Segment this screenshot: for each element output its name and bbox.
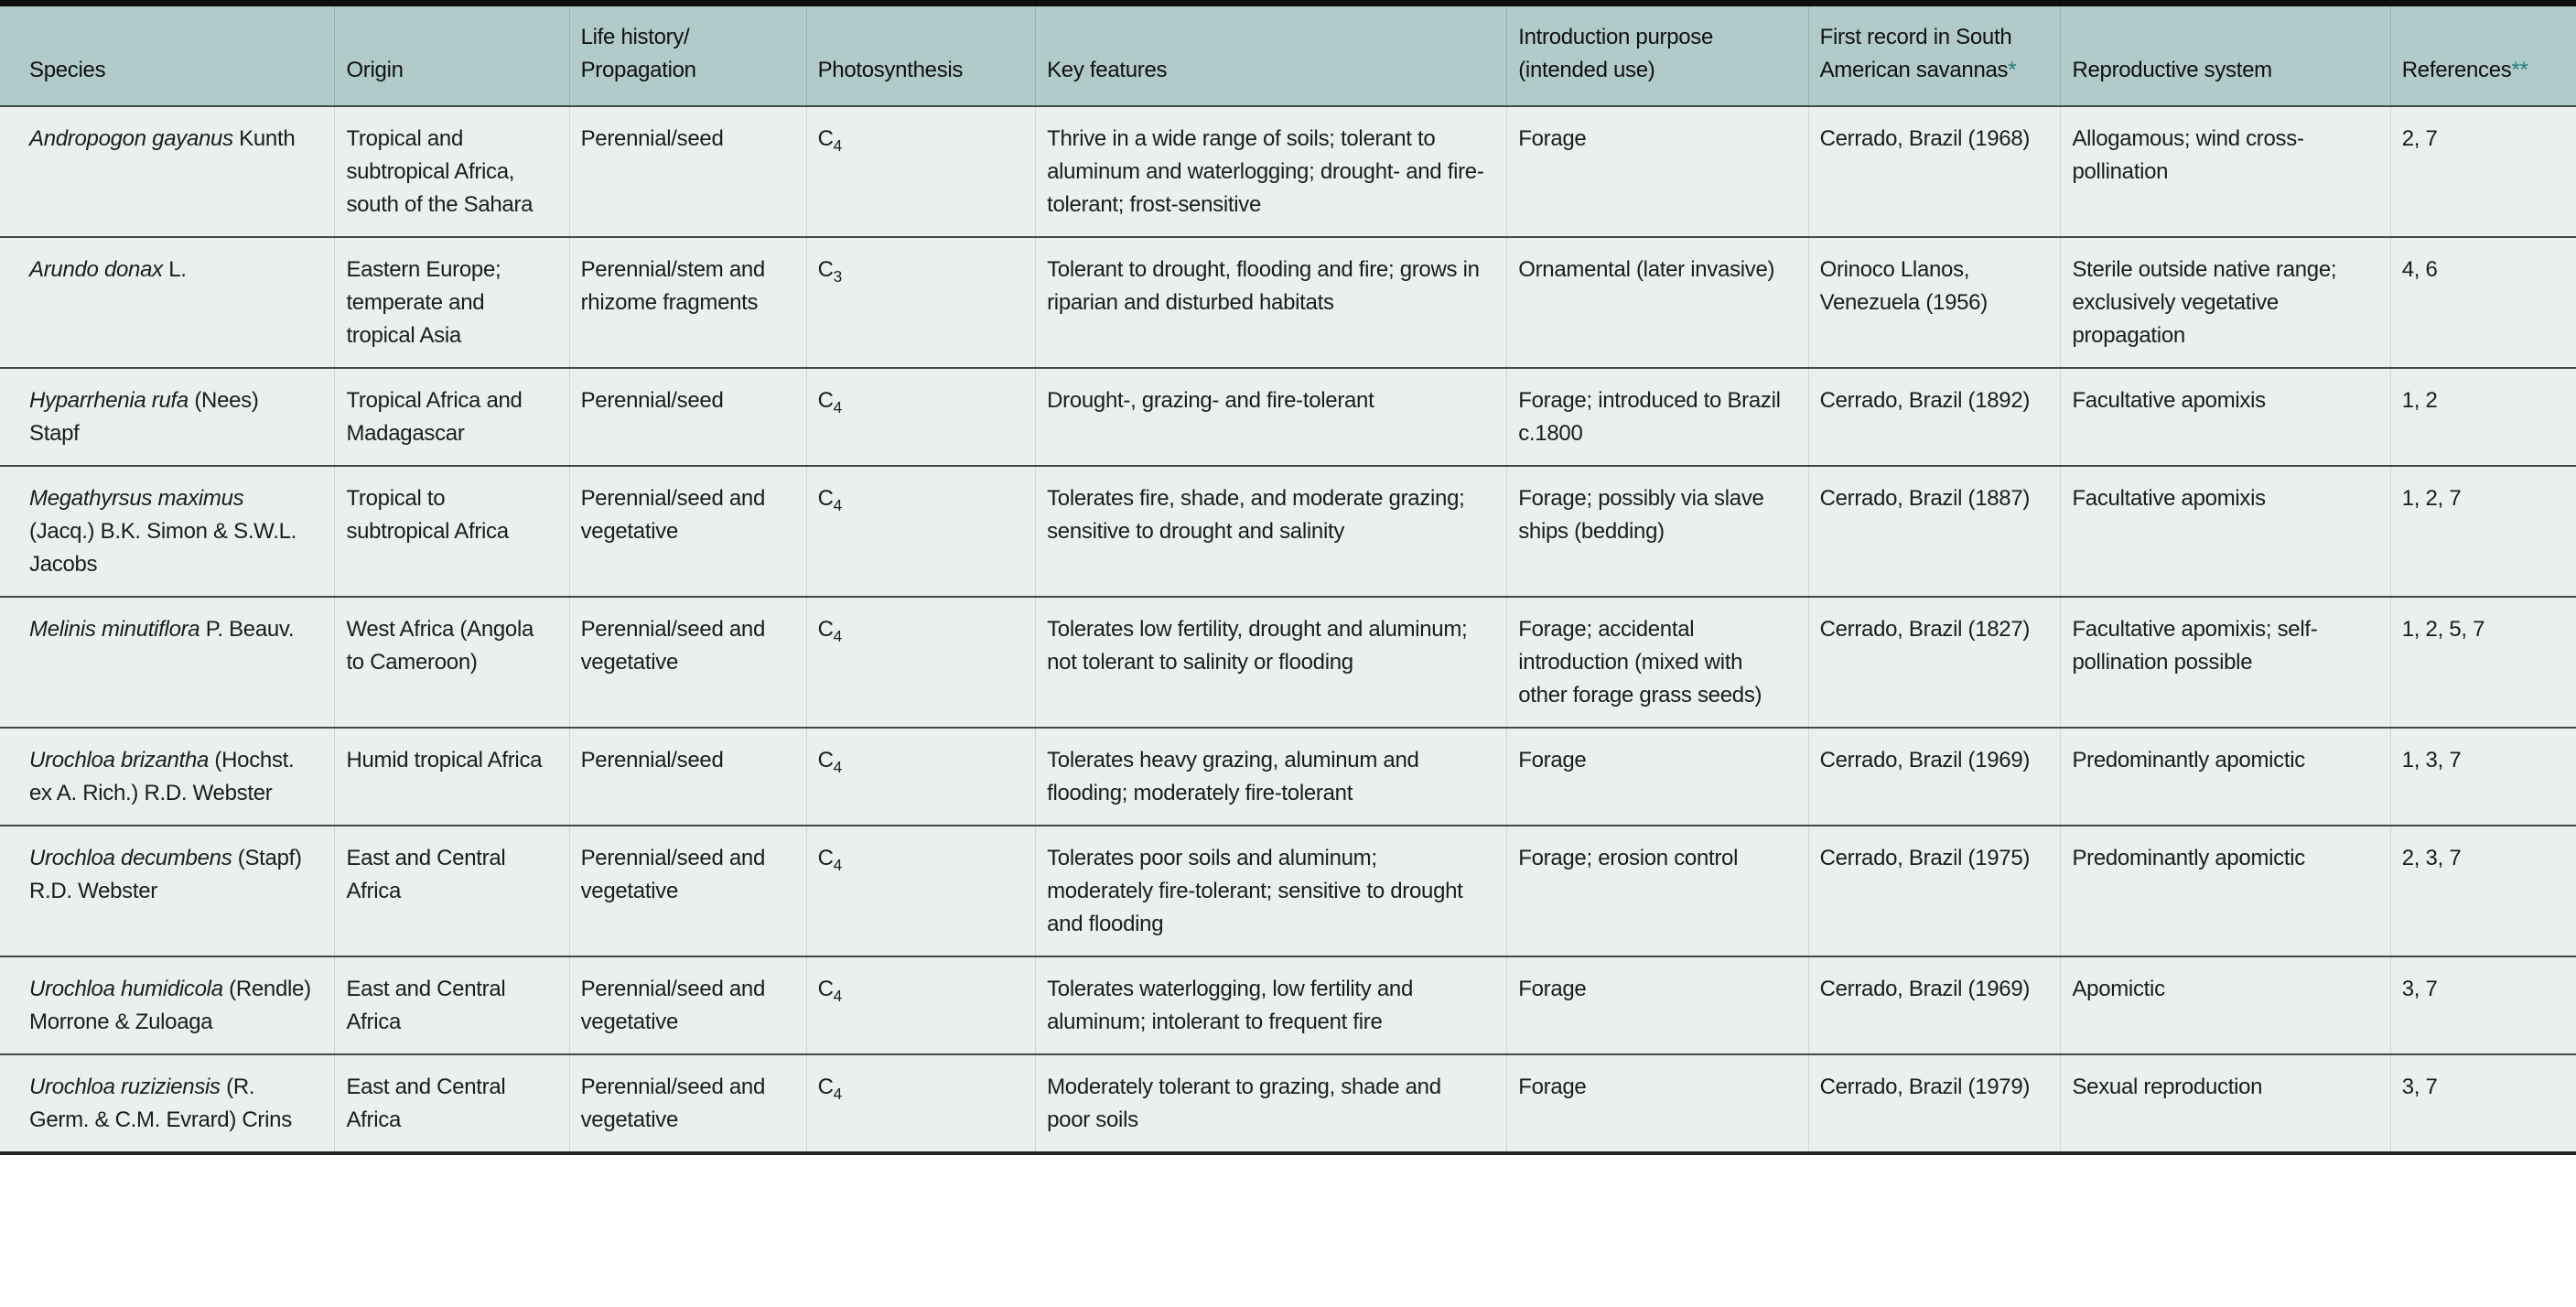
- col-header-life-history: [569, 4, 806, 107]
- table-row: [0, 597, 2576, 728]
- species-binomial: Melinis minutiflora: [29, 617, 200, 642]
- first-record-asterisk: *: [2008, 58, 2017, 82]
- species-authority: (Hochst. ex A. Rich.) R.D. Webster: [29, 748, 295, 805]
- cell-key-features: Tolerates waterlogging, low fertility and aluminum; intolerant to frequent fire: [1036, 956, 1507, 1054]
- cell-species: [0, 106, 335, 237]
- col-header-species-label: Species: [29, 58, 106, 82]
- cell-key-features: Tolerates heavy grazing, aluminum and flooding; moderately fire-tolerant: [1036, 728, 1507, 826]
- cell-species: [0, 466, 335, 597]
- species-binomial: Urochloa ruziziensis: [29, 1075, 221, 1099]
- table-row: [0, 237, 2576, 368]
- cell-reproductive-system: Sterile outside native range; exclusively vegetative propagation: [2061, 237, 2390, 368]
- col-header-key-features: [1036, 4, 1507, 107]
- photosynthesis-type: C: [817, 617, 834, 642]
- photosynthesis-subscript: 4: [833, 1084, 842, 1103]
- species-authority: P. Beauv.: [205, 617, 295, 642]
- cell-origin: East and Central Africa: [335, 956, 569, 1054]
- cell-life-history: Perennial/seed and vegetative: [569, 597, 806, 728]
- species-authority: Kunth: [239, 126, 296, 151]
- photosynthesis-subscript: 4: [833, 626, 842, 645]
- cell-photosynthesis: [806, 1054, 1036, 1153]
- species-authority: (R. Germ. & C.M. Evrard) Crins: [29, 1075, 292, 1132]
- col-header-reproductive-system-label: Reproductive system: [2072, 58, 2272, 82]
- cell-introduction-purpose: Forage; accidental introduction (mixed with other forage grass seeds): [1507, 597, 1808, 728]
- cell-references: 1, 3, 7: [2390, 728, 2576, 826]
- species-binomial: Hyparrhenia rufa: [29, 388, 189, 413]
- cell-photosynthesis: [806, 956, 1036, 1054]
- col-header-references: [2390, 4, 2576, 107]
- cell-references: 1, 2, 7: [2390, 466, 2576, 597]
- species-authority: (Nees) Stapf: [29, 388, 259, 446]
- table-row: [0, 1054, 2576, 1153]
- table-row: [0, 826, 2576, 956]
- cell-origin: Humid tropical Africa: [335, 728, 569, 826]
- cell-key-features: Thrive in a wide range of soils; tolerant to aluminum and waterlogging; drought- and fire-tolerant; frost-sensitive: [1036, 106, 1507, 237]
- cell-key-features: Drought-, grazing- and fire-tolerant: [1036, 368, 1507, 466]
- references-asterisk: **: [2511, 58, 2528, 82]
- cell-life-history: Perennial/seed and vegetative: [569, 956, 806, 1054]
- species-authority: (Stapf) R.D. Webster: [29, 846, 302, 903]
- photosynthesis-subscript: 4: [833, 855, 842, 874]
- cell-origin: West Africa (Angola to Cameroon): [335, 597, 569, 728]
- col-header-references-label: References: [2401, 58, 2512, 82]
- cell-life-history: Perennial/seed: [569, 368, 806, 466]
- photosynthesis-type: C: [817, 977, 834, 1001]
- cell-origin: Tropical and subtropical Africa, south of the Sahara: [335, 106, 569, 237]
- cell-species: [0, 956, 335, 1054]
- col-header-first-record-label: First record in South American savannas: [1819, 25, 2012, 82]
- cell-origin: Eastern Europe; temperate and tropical Asia: [335, 237, 569, 368]
- table-row: [0, 956, 2576, 1054]
- cell-life-history: Perennial/seed and vegetative: [569, 826, 806, 956]
- photosynthesis-subscript: 4: [833, 135, 842, 155]
- cell-first-record: Cerrado, Brazil (1979): [1808, 1054, 2061, 1153]
- col-header-origin: [335, 4, 569, 107]
- cell-species: [0, 597, 335, 728]
- col-header-origin-label: Origin: [346, 58, 404, 82]
- table-row: [0, 466, 2576, 597]
- cell-first-record: Cerrado, Brazil (1968): [1808, 106, 2061, 237]
- cell-photosynthesis: [806, 466, 1036, 597]
- table-row: [0, 728, 2576, 826]
- cell-first-record: Cerrado, Brazil (1969): [1808, 956, 2061, 1054]
- species-binomial: Urochloa humidicola: [29, 977, 223, 1001]
- cell-first-record: Cerrado, Brazil (1892): [1808, 368, 2061, 466]
- table-body: [0, 106, 2576, 1153]
- cell-life-history: Perennial/seed: [569, 106, 806, 237]
- col-header-introduction-purpose: [1507, 4, 1808, 107]
- photosynthesis-type: C: [817, 748, 834, 772]
- photosynthesis-subscript: 4: [833, 495, 842, 514]
- cell-origin: Tropical Africa and Madagascar: [335, 368, 569, 466]
- cell-life-history: Perennial/stem and rhizome fragments: [569, 237, 806, 368]
- cell-photosynthesis: [806, 826, 1036, 956]
- col-header-first-record: [1808, 4, 2061, 107]
- cell-origin: Tropical to subtropical Africa: [335, 466, 569, 597]
- cell-species: [0, 826, 335, 956]
- species-binomial: Urochloa brizantha: [29, 748, 210, 772]
- cell-photosynthesis: [806, 368, 1036, 466]
- col-header-introduction-purpose-label: Introduction purpose (intended use): [1518, 25, 1714, 82]
- cell-first-record: Orinoco Llanos, Venezuela (1956): [1808, 237, 2061, 368]
- cell-species: [0, 1054, 335, 1153]
- cell-reproductive-system: Sexual reproduction: [2061, 1054, 2390, 1153]
- species-binomial: Megathyrsus maximus: [29, 486, 244, 511]
- photosynthesis-type: C: [817, 846, 834, 870]
- col-header-reproductive-system: [2061, 4, 2390, 107]
- cell-introduction-purpose: Forage; possibly via slave ships (bedding): [1507, 466, 1808, 597]
- cell-introduction-purpose: Forage: [1507, 956, 1808, 1054]
- cell-life-history: Perennial/seed and vegetative: [569, 466, 806, 597]
- photosynthesis-subscript: 4: [833, 986, 842, 1005]
- species-binomial: Urochloa decumbens: [29, 846, 232, 870]
- photosynthesis-subscript: 4: [833, 397, 842, 416]
- cell-key-features: Tolerates fire, shade, and moderate grazing; sensitive to drought and salinity: [1036, 466, 1507, 597]
- cell-photosynthesis: [806, 597, 1036, 728]
- cell-references: 1, 2, 5, 7: [2390, 597, 2576, 728]
- cell-reproductive-system: Facultative apomixis: [2061, 368, 2390, 466]
- cell-introduction-purpose: Forage; erosion control: [1507, 826, 1808, 956]
- cell-references: 1, 2: [2390, 368, 2576, 466]
- cell-introduction-purpose: Ornamental (later invasive): [1507, 237, 1808, 368]
- cell-references: 4, 6: [2390, 237, 2576, 368]
- table-row: [0, 106, 2576, 237]
- cell-references: 3, 7: [2390, 1054, 2576, 1153]
- cell-origin: East and Central Africa: [335, 826, 569, 956]
- cell-first-record: Cerrado, Brazil (1969): [1808, 728, 2061, 826]
- species-binomial: Andropogon gayanus: [29, 126, 233, 151]
- cell-introduction-purpose: Forage: [1507, 1054, 1808, 1153]
- photosynthesis-subscript: 4: [833, 757, 842, 776]
- cell-first-record: Cerrado, Brazil (1975): [1808, 826, 2061, 956]
- species-authority: L.: [168, 257, 187, 282]
- cell-references: 2, 7: [2390, 106, 2576, 237]
- cell-origin: East and Central Africa: [335, 1054, 569, 1153]
- col-header-key-features-label: Key features: [1047, 58, 1168, 82]
- table-row: [0, 368, 2576, 466]
- cell-key-features: Tolerates low fertility, drought and aluminum; not tolerant to salinity or flooding: [1036, 597, 1507, 728]
- cell-life-history: Perennial/seed and vegetative: [569, 1054, 806, 1153]
- cell-key-features: Tolerates poor soils and aluminum; moderately fire-tolerant; sensitive to drought and flooding: [1036, 826, 1507, 956]
- cell-species: [0, 728, 335, 826]
- header-row: [0, 4, 2576, 107]
- photosynthesis-type: C: [817, 257, 834, 282]
- cell-species: [0, 368, 335, 466]
- cell-reproductive-system: Predominantly apomictic: [2061, 826, 2390, 956]
- cell-introduction-purpose: Forage; introduced to Brazil c.1800: [1507, 368, 1808, 466]
- cell-reproductive-system: Facultative apomixis: [2061, 466, 2390, 597]
- table-header: [0, 4, 2576, 107]
- col-header-photosynthesis: [806, 4, 1036, 107]
- cell-life-history: Perennial/seed: [569, 728, 806, 826]
- col-header-species: [0, 4, 335, 107]
- cell-references: 3, 7: [2390, 956, 2576, 1054]
- cell-photosynthesis: [806, 237, 1036, 368]
- cell-introduction-purpose: Forage: [1507, 728, 1808, 826]
- cell-photosynthesis: [806, 728, 1036, 826]
- species-authority: (Rendle) Morrone & Zuloaga: [29, 977, 311, 1034]
- cell-species: [0, 237, 335, 368]
- cell-reproductive-system: Apomictic: [2061, 956, 2390, 1054]
- cell-references: 2, 3, 7: [2390, 826, 2576, 956]
- photosynthesis-type: C: [817, 1075, 834, 1099]
- species-binomial: Arundo donax: [29, 257, 163, 282]
- cell-reproductive-system: Allogamous; wind cross-pollination: [2061, 106, 2390, 237]
- cell-reproductive-system: Predominantly apomictic: [2061, 728, 2390, 826]
- cell-key-features: Tolerant to drought, flooding and fire; grows in riparian and disturbed habitats: [1036, 237, 1507, 368]
- cell-reproductive-system: Facultative apomixis; self-pollination possible: [2061, 597, 2390, 728]
- cell-first-record: Cerrado, Brazil (1887): [1808, 466, 2061, 597]
- photosynthesis-type: C: [817, 126, 834, 151]
- photosynthesis-type: C: [817, 486, 834, 511]
- cell-key-features: Moderately tolerant to grazing, shade and poor soils: [1036, 1054, 1507, 1153]
- photosynthesis-subscript: 3: [833, 266, 842, 286]
- col-header-life-history-label: Life history/ Propagation: [580, 25, 696, 82]
- cell-photosynthesis: [806, 106, 1036, 237]
- species-authority: (Jacq.) B.K. Simon & S.W.L. Jacobs: [29, 519, 296, 577]
- cell-introduction-purpose: Forage: [1507, 106, 1808, 237]
- photosynthesis-type: C: [817, 388, 834, 413]
- cell-first-record: Cerrado, Brazil (1827): [1808, 597, 2061, 728]
- col-header-photosynthesis-label: Photosynthesis: [817, 58, 964, 82]
